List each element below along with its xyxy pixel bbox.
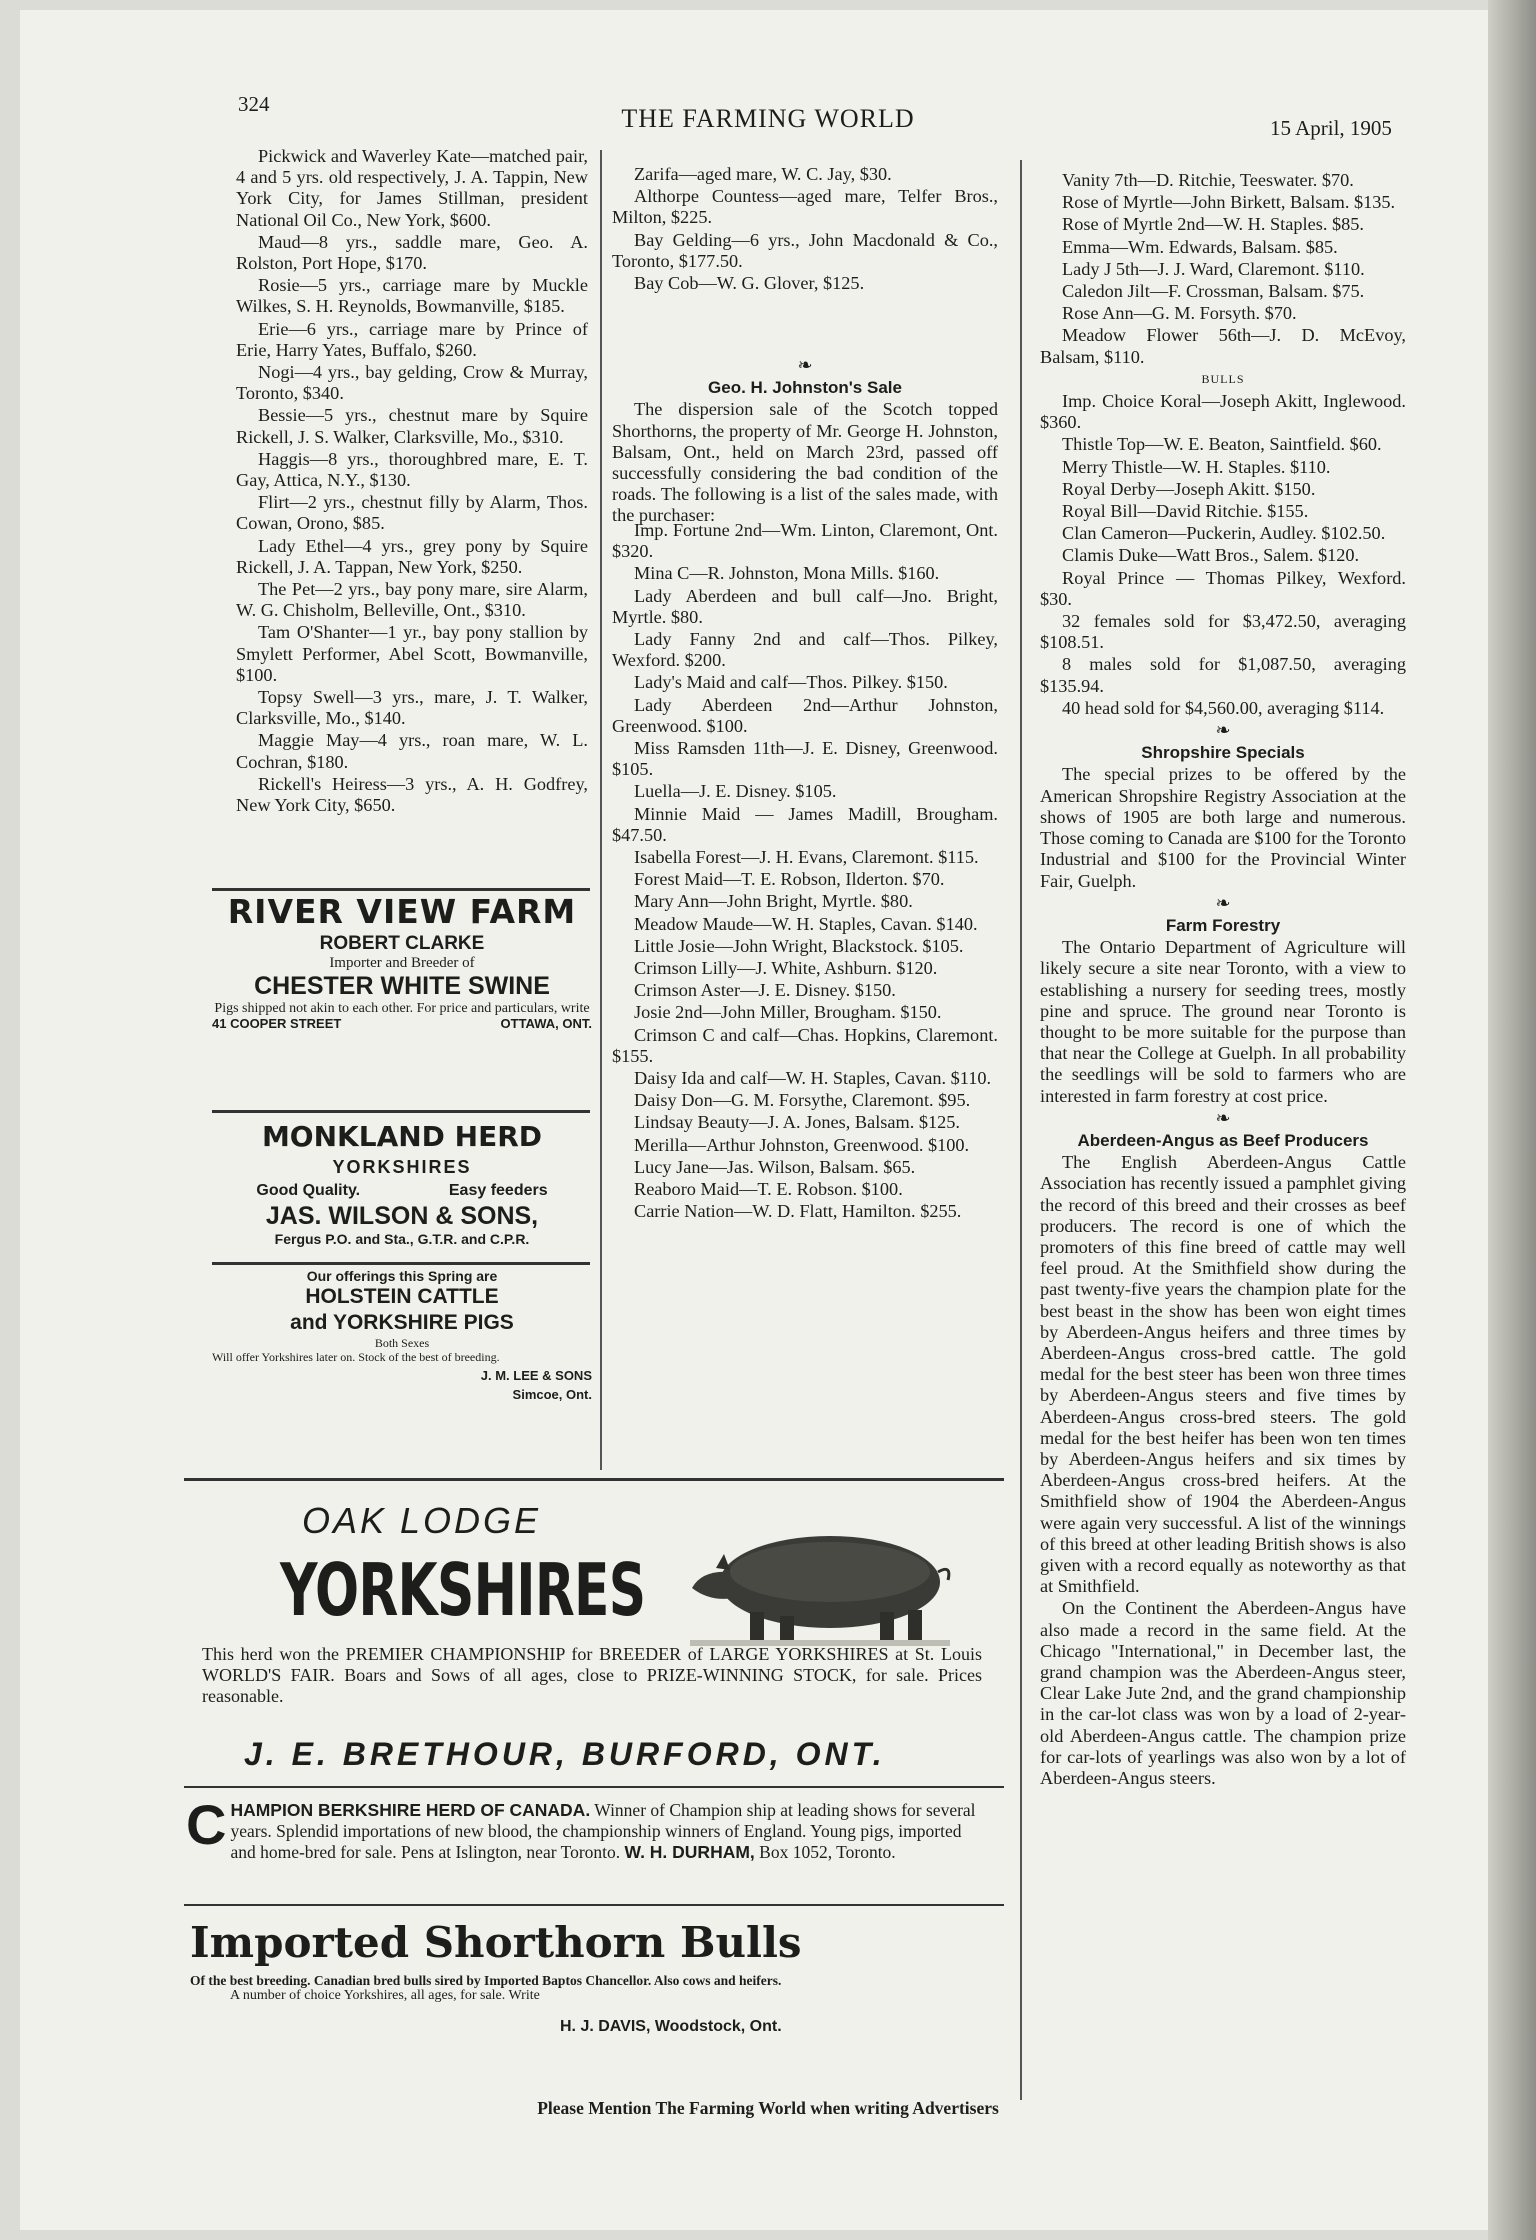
sale-entry: Miss Ramsden 11th—J. E. Disney, Greenwood. $105. [612, 738, 998, 780]
ad-intro: Our offerings this Spring are [306, 1268, 498, 1284]
ad-line-1: Of the best breeding. Canadian bred bulls sired by Imported Baptos Chancellor. Also cows and heifers. [190, 1973, 782, 1988]
shropshire-heading: Shropshire Specials [1141, 743, 1305, 763]
ad-heading: HAMPION BERKSHIRE HERD OF CANADA. [230, 1800, 591, 1820]
column-3 [1040, 170, 1406, 1790]
column-2-top-sales [612, 164, 998, 295]
ad-body: This herd won the PREMIER CHAMPIONSHIP for BREEDER of LARGE YORKSHIRES at St. Louis WORLD'S FAIR. Boars and Sows of all ages, close to PRIZE-WINNING STOCK, for sale. Prices reasonable. [202, 1644, 982, 1706]
ad-line-1: HOLSTEIN CATTLE [305, 1285, 499, 1308]
ad-owner: J. E. BRETHOUR, BURFORD, ONT. [244, 1736, 886, 1772]
sale-entry: Rose Ann—G. M. Forsyth. $70. [1062, 303, 1297, 324]
pig-illustration [680, 1512, 960, 1652]
ad-address: Box 1052, Toronto. [759, 1842, 896, 1862]
ad-sexes: Both Sexes [374, 1336, 430, 1350]
bull-sale-entry: Royal Bill—David Ritchie. $155. [1062, 501, 1309, 522]
ad-owner: ROBERT CLARKE [319, 933, 485, 954]
sale-totals [1040, 611, 1406, 719]
johnston-sales-list [612, 520, 998, 1224]
angus-paragraph-2: On the Continent the Aberdeen-Angus have also made a record in the same field. At the Chicago "International," in December last, the grand champion was the Aberdeen-Angus steer, Clear Lake Jute 2nd, and the grand championship in the car-lot class was won by a load of 2-year-old Aberdeen-Angus cattle. The champion prize for car-lots of yearlings was also won by a lot of Aberdeen-Angus steers. [1040, 1598, 1406, 1789]
sale-entry: Maud—8 yrs., saddle mare, Geo. A. Rolston, Port Hope, $170. [236, 231, 588, 274]
ad-owner: W. H. DURHAM, [624, 1842, 755, 1862]
ad-features [212, 1182, 592, 1200]
issue-date: 15 April, 1905 [1270, 116, 1392, 140]
sale-total: 8 males sold for $1,087.50, averaging $135.94. [1040, 654, 1406, 696]
sale-entry: Althorpe Countess—aged mare, Telfer Bros., Milton, $225. [612, 186, 998, 228]
ornament: ❧ [1215, 1107, 1231, 1128]
sale-entry: Daisy Don—G. M. Forsythe, Claremont. $95. [634, 1090, 971, 1111]
bull-sale-entry: Thistle Top—W. E. Beaton, Saintfield. $60. [1062, 434, 1382, 455]
ad-owner: JAS. WILSON & SONS, [265, 1202, 539, 1230]
ad-river-view-farm [212, 892, 592, 1031]
sale-entry: Imp. Fortune 2nd—Wm. Linton, Claremont, Ont. $320. [612, 520, 998, 562]
sale-total: 32 females sold for $3,472.50, averaging $108.51. [1040, 611, 1406, 653]
bull-sale-entry: Merry Thistle—W. H. Staples. $110. [1062, 456, 1331, 477]
sale-entry: Bay Cob—W. G. Glover, $125. [634, 273, 865, 294]
sale-entry: Rose of Myrtle—John Birkett, Balsam. $135. [1062, 192, 1396, 213]
running-head: THE FARMING WORLD [621, 104, 915, 133]
sale-entry: Minnie Maid — James Madill, Brougham. $47.50. [612, 803, 998, 845]
sale-entry: Haggis—8 yrs., thoroughbred mare, E. T. Gay, Attica, N.Y., $130. [236, 448, 588, 491]
page-number: 324 [238, 92, 270, 116]
sale-entry: Crimson Aster—J. E. Disney. $150. [634, 980, 896, 1001]
sale-entry: Crimson C and calf—Chas. Hopkins, Claremont. $155. [612, 1024, 998, 1066]
ad-line-2: and YORKSHIRE PIGS [290, 1311, 514, 1334]
sale-entry: Mina C—R. Johnston, Mona Mills. $160. [634, 563, 940, 584]
sale-entry: Caledon Jilt—F. Crossman, Balsam. $75. [1062, 281, 1365, 302]
ad-line-1: OAK LODGE [302, 1500, 542, 1541]
ad-holstein-yorkshire [212, 1268, 592, 1402]
johnston-sales-continued [1040, 170, 1406, 368]
ad-title: Imported Shorthorn Bulls [190, 1918, 802, 1967]
ad-role: Importer and Breeder of [329, 955, 475, 971]
bull-sale-entry: Imp. Choice Koral—Joseph Akitt, Inglewood. $360. [1040, 391, 1406, 433]
sale-entry: Carrie Nation—W. D. Flatt, Hamilton. $255. [634, 1201, 962, 1222]
sale-entry: Tam O'Shanter—1 yr., bay pony stallion by Smylett Performer, Abel Scott, Bowmanville, $100. [236, 622, 588, 685]
bull-sale-entry: Royal Prince — Thomas Pilkey, Wexford. $30. [1040, 567, 1406, 609]
bulls-label: BULLS [1201, 371, 1245, 386]
johnston-sale-intro [612, 355, 998, 528]
ad-border [212, 888, 590, 891]
ad-note: Pigs shipped not akin to each other. For price and particulars, write [214, 1001, 590, 1016]
ad-border [184, 1786, 1004, 1788]
ad-quality: Good Quality. [256, 1182, 361, 1199]
bull-sale-entry: Royal Derby—Joseph Akitt. $150. [1062, 478, 1316, 499]
ad-owner: H. J. DAVIS, Woodstock, Ont. [560, 2018, 782, 2035]
ad-line-2: A number of choice Yorkshires, all ages, for sale. Write [230, 1988, 540, 2003]
ad-body: Winner of Champion ship at leading shows for several years. Splendid importations of new blood, the championship winners of England. Young pigs, imported and home-bred for sale. Pens at Islington, near Toronto. [230, 1800, 976, 1862]
ad-shorthorn-bulls [190, 1918, 990, 2036]
sale-entry: Lady's Maid and calf—Thos. Pilkey. $150. [634, 672, 948, 693]
ad-signature: J. M. LEE & SONS [480, 1368, 592, 1383]
sale-entry: Topsy Swell—3 yrs., mare, J. T. Walker, Clarksville, Mo., $140. [236, 687, 588, 729]
johnston-intro-text: The dispersion sale of the Scotch topped Shorthorns, the property of Mr. George H. Johnston, Balsam, Ont., held on March 23rd, passed off successfully considering the bad condition of the roads. The following is a list of the sales made, with the purchaser: [612, 399, 998, 526]
bull-sale-entry: Clamis Duke—Watt Bros., Salem. $120. [1062, 545, 1360, 566]
drop-cap: C [186, 1793, 227, 1856]
ad-border [184, 1478, 1004, 1481]
sale-entry: Meadow Flower 56th—J. D. McEvoy, Balsam, $110. [1040, 325, 1406, 367]
sale-entry: Erie—6 yrs., carriage mare by Prince of Erie, Harry Yates, Buffalo, $260. [236, 318, 588, 360]
shropshire-text: The special prizes to be offered by the American Shropshire Registry Association at the shows of 1905 are both large and numerous. Those coming to Canada are $100 for the Toronto Industrial and $100 for the Provincial Winter Fair, Guelph. [1040, 764, 1406, 891]
forestry-heading: Farm Forestry [1165, 915, 1281, 935]
angus-heading: Aberdeen-Angus as Beef Producers [1077, 1130, 1369, 1150]
ad-location: Simcoe, Ont. [512, 1387, 592, 1402]
sale-entry: Reaboro Maid—T. E. Robson. $100. [634, 1179, 903, 1200]
sale-entry: Pickwick and Waverley Kate—matched pair, 4 and 5 yrs. old respectively, J. A. Tappin, New York City, for James Stillman, president National Oil Co., New York, $600. [236, 146, 588, 230]
ornament: ❧ [1215, 892, 1231, 913]
sale-entry: Bay Gelding—6 yrs., John Macdonald & Co., Toronto, $177.50. [612, 229, 998, 271]
ad-border [212, 1262, 590, 1265]
sale-entry: Forest Maid—T. E. Robson, Ilderton. $70. [634, 869, 945, 890]
johnston-sale-heading: Geo. H. Johnston's Sale [708, 378, 902, 398]
ad-breed: CHESTER WHITE SWINE [254, 972, 550, 1000]
ad-address [212, 1016, 592, 1031]
sale-entry: The Pet—2 yrs., bay pony mare, sire Alarm, W. G. Chisholm, Belleville, Ont., $310. [236, 579, 588, 621]
sale-entry: Zarifa—aged mare, W. C. Jay, $30. [634, 164, 892, 184]
ad-location: Fergus P.O. and Sta., G.T.R. and C.P.R. [274, 1231, 530, 1247]
ad-feeders: Easy feeders [448, 1182, 548, 1199]
ad-title: MONKLAND HERD [261, 1120, 543, 1153]
sale-total: 40 head sold for $4,560.00, averaging $114. [1062, 697, 1385, 718]
ornament: ❧ [797, 355, 813, 375]
bulls-list [1040, 391, 1406, 610]
ad-street: 41 COOPER STREET [212, 1016, 342, 1031]
sale-entry: Lucy Jane—Jas. Wilson, Balsam. $65. [634, 1156, 916, 1177]
sale-entry: Emma—Wm. Edwards, Balsam. $85. [1062, 236, 1338, 257]
sale-entry: Little Josie—John Wright, Blackstock. $105. [634, 935, 964, 956]
ad-title: RIVER VIEW FARM [227, 892, 577, 931]
column-divider [600, 150, 602, 1470]
ad-champion-berkshire [186, 1793, 986, 1863]
column-1-sales [236, 146, 588, 817]
sale-entry: Nogi—4 yrs., bay gelding, Crow & Murray, Toronto, $340. [236, 362, 588, 404]
ad-monkland-herd [212, 1120, 592, 1247]
sale-entry: Meadow Maude—W. H. Staples, Cavan. $140. [634, 913, 978, 934]
sale-entry: Lady Aberdeen and bull calf—Jno. Bright, Myrtle. $80. [612, 585, 998, 627]
sale-entry: Lady Ethel—4 yrs., grey pony by Squire Rickell, J. A. Tappan, New York, $250. [236, 535, 588, 577]
sale-entry: Rose of Myrtle 2nd—W. H. Staples. $85. [1062, 214, 1364, 235]
page-footer: Please Mention The Farming World when writing Advertisers [537, 2098, 999, 2118]
sale-entry: Lady J 5th—J. J. Ward, Claremont. $110. [1062, 258, 1365, 279]
sale-entry: Flirt—2 yrs., chestnut filly by Alarm, Thos. Cowan, Orono, $85. [236, 492, 588, 534]
ad-city: OTTAWA, ONT. [500, 1016, 592, 1031]
sale-entry: Luella—J. E. Disney. $105. [634, 781, 837, 802]
sale-entry: Bessie—5 yrs., chestnut mare by Squire Rickell, J. S. Walker, Clarksville, Mo., $310. [236, 405, 588, 447]
ad-note: Will offer Yorkshires later on. Stock of the best of breeding. [212, 1350, 500, 1364]
sale-entry: Merilla—Arthur Johnston, Greenwood. $100. [634, 1134, 970, 1155]
ad-border [212, 1110, 590, 1113]
book-spine-shadow [1488, 0, 1536, 2240]
sale-entry: Lady Fanny 2nd and calf—Thos. Pilkey, Wexford. $200. [612, 629, 998, 671]
sale-entry: Josie 2nd—John Miller, Brougham. $150. [634, 1002, 942, 1023]
ad-breed: YORKSHIRES [332, 1157, 472, 1177]
sale-entry: Daisy Ida and calf—W. H. Staples, Cavan. $110. [634, 1068, 992, 1089]
sale-entry: Rosie—5 yrs., carriage mare by Muckle Wilkes, S. H. Reynolds, Bowmanville, $185. [236, 275, 588, 317]
forestry-text: The Ontario Department of Agriculture will likely secure a site near Toronto, with a view to establishing a nursery for seeding trees, mostly pine and spruce. The ground near Toronto is thought to be more suitable for the purpose than that near the College at Guelph. In all probability the seedlings will be sold to farmers who are interested in farm forestry at cost price. [1040, 937, 1406, 1106]
column-divider [1020, 160, 1022, 2100]
sale-entry: Rickell's Heiress—3 yrs., A. H. Godfrey, New York City, $650. [236, 773, 588, 816]
sale-entry: Maggie May—4 yrs., roan mare, W. L. Cochran, $180. [236, 730, 588, 772]
sale-entry: Vanity 7th—D. Ritchie, Teeswater. $70. [1062, 170, 1354, 190]
ornament: ❧ [1215, 720, 1231, 741]
sale-entry: Isabella Forest—J. H. Evans, Claremont. $115. [634, 847, 979, 868]
sale-entry: Crimson Lilly—J. White, Ashburn. $120. [634, 958, 938, 979]
sale-entry: Lindsay Beauty—J. A. Jones, Balsam. $125. [634, 1112, 960, 1133]
angus-paragraph-1: The English Aberdeen-Angus Cattle Association has recently issued a pamphlet giving the record of this breed and their crosses as beef producers. The record is one of which the promoters of this fine breed of cattle may well feel proud. At the Smithfield show during the past twenty-five years the champion plate for the best beast in the show has been won eight times by Aberdeen-Angus heifers and three times by Aberdeen-Angus cross-bred cattle. The gold medal for the best steer has been won three times by Aberdeen-Angus steers and five times by Aberdeen-Angus cross-bred steers. The gold medal for the best heifer has been won ten times by Aberdeen-Angus heifers and six times by Aberdeen-Angus cross-bred heifers. At the Smithfield show of 1904 the Aberdeen-Angus were again very successful. A list of the winnings of this breed at other leading British shows is also given with a record equally as noteworthy as that at Smithfield. [1040, 1152, 1406, 1597]
ad-border [184, 1904, 1004, 1906]
sale-entry: Lady Aberdeen 2nd—Arthur Johnston, Greenwood. $100. [612, 694, 998, 736]
ad-line-2: YORKSHIRES [280, 1548, 646, 1632]
sale-entry: Mary Ann—John Bright, Myrtle. $80. [634, 891, 913, 912]
bull-sale-entry: Clan Cameron—Puckerin, Audley. $102.50. [1062, 523, 1386, 544]
